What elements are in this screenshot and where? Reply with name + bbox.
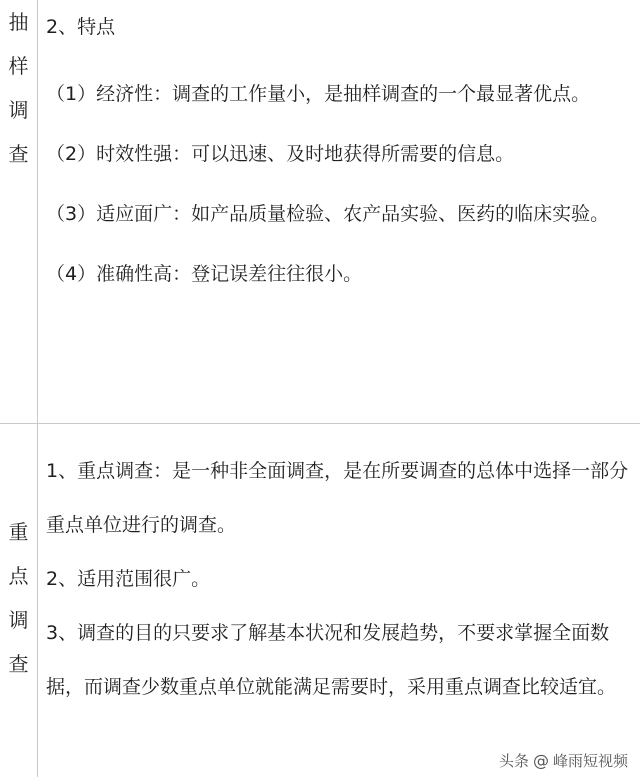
label-char: 样	[8, 54, 29, 78]
label-char: 查	[8, 142, 29, 166]
feature-item: （1）经济性：调查的工作量小，是抽样调查的一个最显著优点。	[46, 83, 591, 105]
label-char: 重	[8, 520, 29, 544]
section-heading: 2、特点	[46, 16, 116, 38]
label-char: 调	[8, 98, 29, 122]
at-sign: @	[532, 751, 549, 770]
watermark-prefix: 头条	[498, 752, 529, 770]
feature-item: （2）时效性强：可以迅速、及时地获得所需要的信息。	[46, 143, 515, 165]
key-survey-item: 2、适用范围很广。	[46, 568, 211, 590]
key-survey-item: 1、重点调查：是一种非全面调查，是在所要调查的总体中选择一部分重点单位进行的调查。	[46, 460, 629, 536]
row-label-cell	[0, 424, 38, 777]
watermark-account: 峰雨短视频	[552, 752, 628, 770]
label-char: 调	[8, 608, 29, 632]
row-label-cell	[0, 0, 38, 424]
row-label-key-survey	[0, 424, 37, 686]
row-label-sampling-survey	[0, 0, 37, 176]
key-survey-item: 3、调查的目的只要求了解基本状况和发展趋势，不要求掌握全面数据，而调查少数重点单位就能满足需要时，采用重点调查比较适宜。	[46, 622, 617, 698]
watermark	[499, 750, 628, 771]
feature-item: （3）适应面广：如产品质量检验、农产品实验、医药的临床实验。	[46, 203, 610, 225]
row-content-cell	[38, 0, 640, 424]
table-row-key-survey	[0, 424, 640, 777]
label-char: 点	[8, 564, 29, 588]
label-char: 查	[8, 652, 29, 676]
row-content-cell	[38, 424, 640, 777]
label-char: 抽	[8, 10, 29, 34]
feature-item: （4）准确性高：登记误差往往很小。	[46, 263, 363, 285]
